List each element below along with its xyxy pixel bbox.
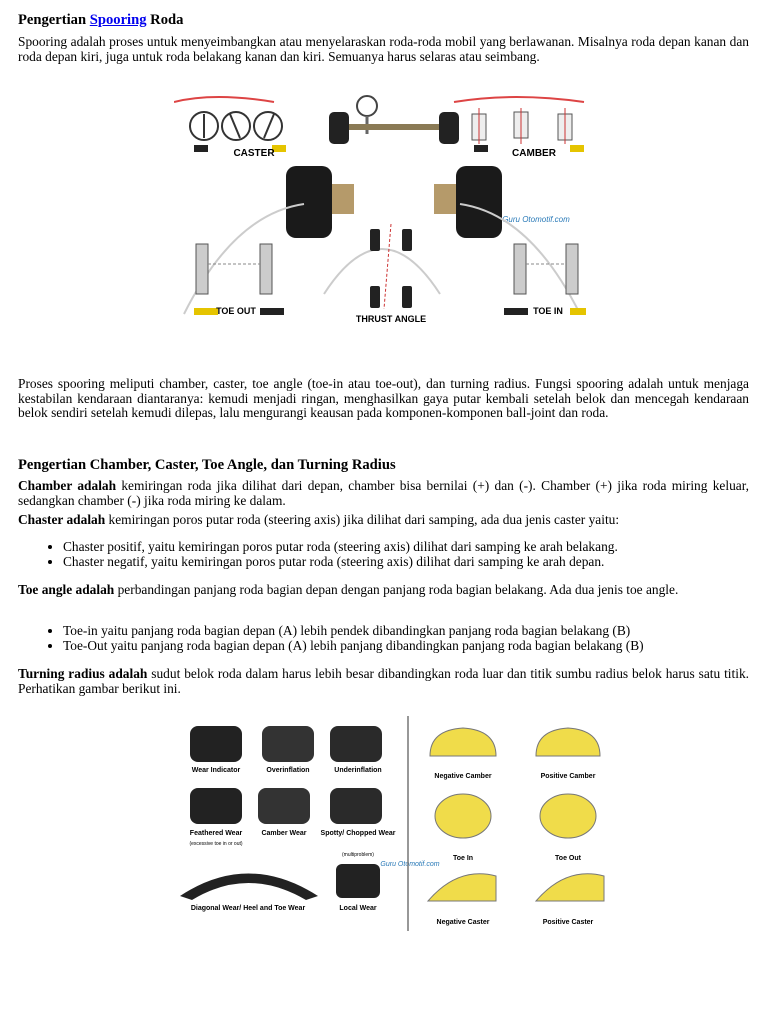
thrust-angle-label: THRUST ANGLE: [355, 314, 427, 324]
turning-paragraph: [18, 667, 749, 696]
tire-sublabel-spotty: (multiproblem): [342, 852, 374, 858]
car-icons: [428, 728, 604, 901]
title-suffix: Roda: [146, 12, 184, 28]
tire-label-feathered: Feathered Wear: [189, 830, 243, 837]
toe-out-label: TOE OUT: [216, 306, 256, 316]
list-item: • Toe-Out yaitu panjang roda bagian depan (A) lebih panjang dibandingkan panjang roda bagian belakang (B): [63, 639, 768, 654]
toe-list: [18, 624, 768, 653]
tire-icons-row3: [180, 864, 380, 900]
tire-label-local: Local Wear: [339, 905, 377, 912]
tire-label-camber: Camber Wear: [261, 830, 307, 837]
toe-out-springs-icon: [196, 244, 272, 294]
camber-label: CAMBER: [512, 148, 556, 159]
caster-label: CASTER: [233, 148, 275, 159]
toe-term: Toe angle adalah: [18, 582, 115, 597]
figure2-watermark: Guru Otomotif.com: [380, 861, 440, 868]
tire-icons-row1: [190, 726, 382, 762]
caster-list: [18, 540, 768, 569]
tire-label-diagonal: Diagonal Wear/ Heel and Toe Wear: [190, 905, 306, 912]
tire-wear-figure: [158, 716, 618, 934]
caster-term: Chaster adalah: [18, 512, 106, 527]
spooring-diagram-svg: [174, 94, 590, 334]
tire-label-under: Underinflation: [334, 767, 382, 774]
section2-title: Pengertian Chamber, Caster, Toe Angle, dan Turning Radius: [18, 457, 396, 473]
toe-text: perbandingan panjang roda bagian depan dengan panjang roda bagian belakang. Ada dua jenis toe angle.: [114, 582, 679, 597]
car-label-pos-caster: Positive Caster: [542, 919, 594, 926]
tire-wear-svg: [158, 716, 618, 934]
turning-text: sudut belok roda dalam harus lebih besar dibandingkan roda luar dan titik sumbu radius belok harus satu titik. Perhatikan gambar berikut ini.: [18, 666, 749, 696]
page-title: [18, 12, 183, 29]
list-item: • Chaster negatif, yaitu kemiringan poros putar roda (steering axis) dilihat dari samping ke arah depan.: [63, 555, 768, 570]
spooring-diagram: [174, 94, 590, 334]
title-prefix: Pengertian: [18, 12, 90, 28]
toe-in-label: TOE IN: [533, 306, 563, 316]
list-item: • Toe-in yaitu panjang roda bagian depan (A) lebih pendek dibandingkan panjang roda bagian belakang (B): [63, 624, 768, 639]
car-label-neg-caster: Negative Caster: [436, 919, 490, 926]
car-label-neg-camber: Negative Camber: [434, 773, 492, 780]
car-label-pos-camber: Positive Camber: [540, 773, 596, 780]
turning-term: Turning radius adalah: [18, 666, 148, 681]
spooring-link[interactable]: Spooring: [89, 12, 147, 28]
toe-paragraph: [18, 583, 749, 598]
front-axle-icon: [329, 96, 459, 144]
chamber-paragraph: [18, 479, 749, 508]
caster-paragraph: [18, 513, 749, 528]
thrust-angle-icon: [370, 224, 412, 309]
chamber-text: kemiringan roda jika dilihat dari depan, chamber bisa bernilai (+) dan (-). Chamber (+) jika roda miring keluar, sedangkan chamber (-) jika roda miring ke dalam.: [18, 478, 750, 508]
intro-paragraph: Spooring adalah proses untuk menyeimbangkan atau menyelaraskan roda-roda mobil yang berlawanan. Misalnya roda depan kanan dan roda depan kiri, juga untuk roda belakang kanan dan kiri. Semuanya harus selaras atau seimbang.: [18, 34, 749, 64]
list-item: • Chaster positif, yaitu kemiringan poros putar roda (steering axis) dilihat dari samping ke arah belakang.: [63, 540, 768, 555]
car-label-toe-out: Toe Out: [555, 855, 581, 862]
tire-sublabel-feathered: (excessive toe in or out): [189, 841, 243, 847]
car-label-toe-in: Toe In: [452, 855, 474, 862]
process-paragraph: Proses spooring meliputi chamber, caster, toe angle (toe-in atau toe-out), dan turning radius. Fungsi spooring adalah untuk menjaga kestabilan kendaraan diantaranya: kemudi menjadi ringan, menghasilkan gaya putar kembali setelah belok dan mencegah kendaraan belok sendiri setelah kemudi dilepas, lalu mengurangi keausan pada komponen-komponen ball-joint dan roda.: [18, 376, 749, 421]
caster-text: kemiringan poros putar roda (steering axis) jika dilihat dari samping, ada dua jenis caster yaitu:: [105, 512, 620, 527]
chamber-term: Chamber adalah: [18, 478, 117, 493]
tire-label-wear: Wear Indicator: [191, 767, 241, 774]
big-tires-icon: [286, 166, 502, 238]
caster-gauges-icon: [190, 112, 282, 140]
camber-gauges-icon: [472, 108, 572, 144]
tire-label-over: Overinflation: [266, 767, 310, 774]
toe-in-springs-icon: [514, 244, 578, 294]
tire-label-spotty: Spotty/ Chopped Wear: [320, 830, 396, 837]
tire-icons-row2: [190, 788, 382, 824]
figure1-watermark: Guru Otomotif.com: [502, 215, 570, 224]
